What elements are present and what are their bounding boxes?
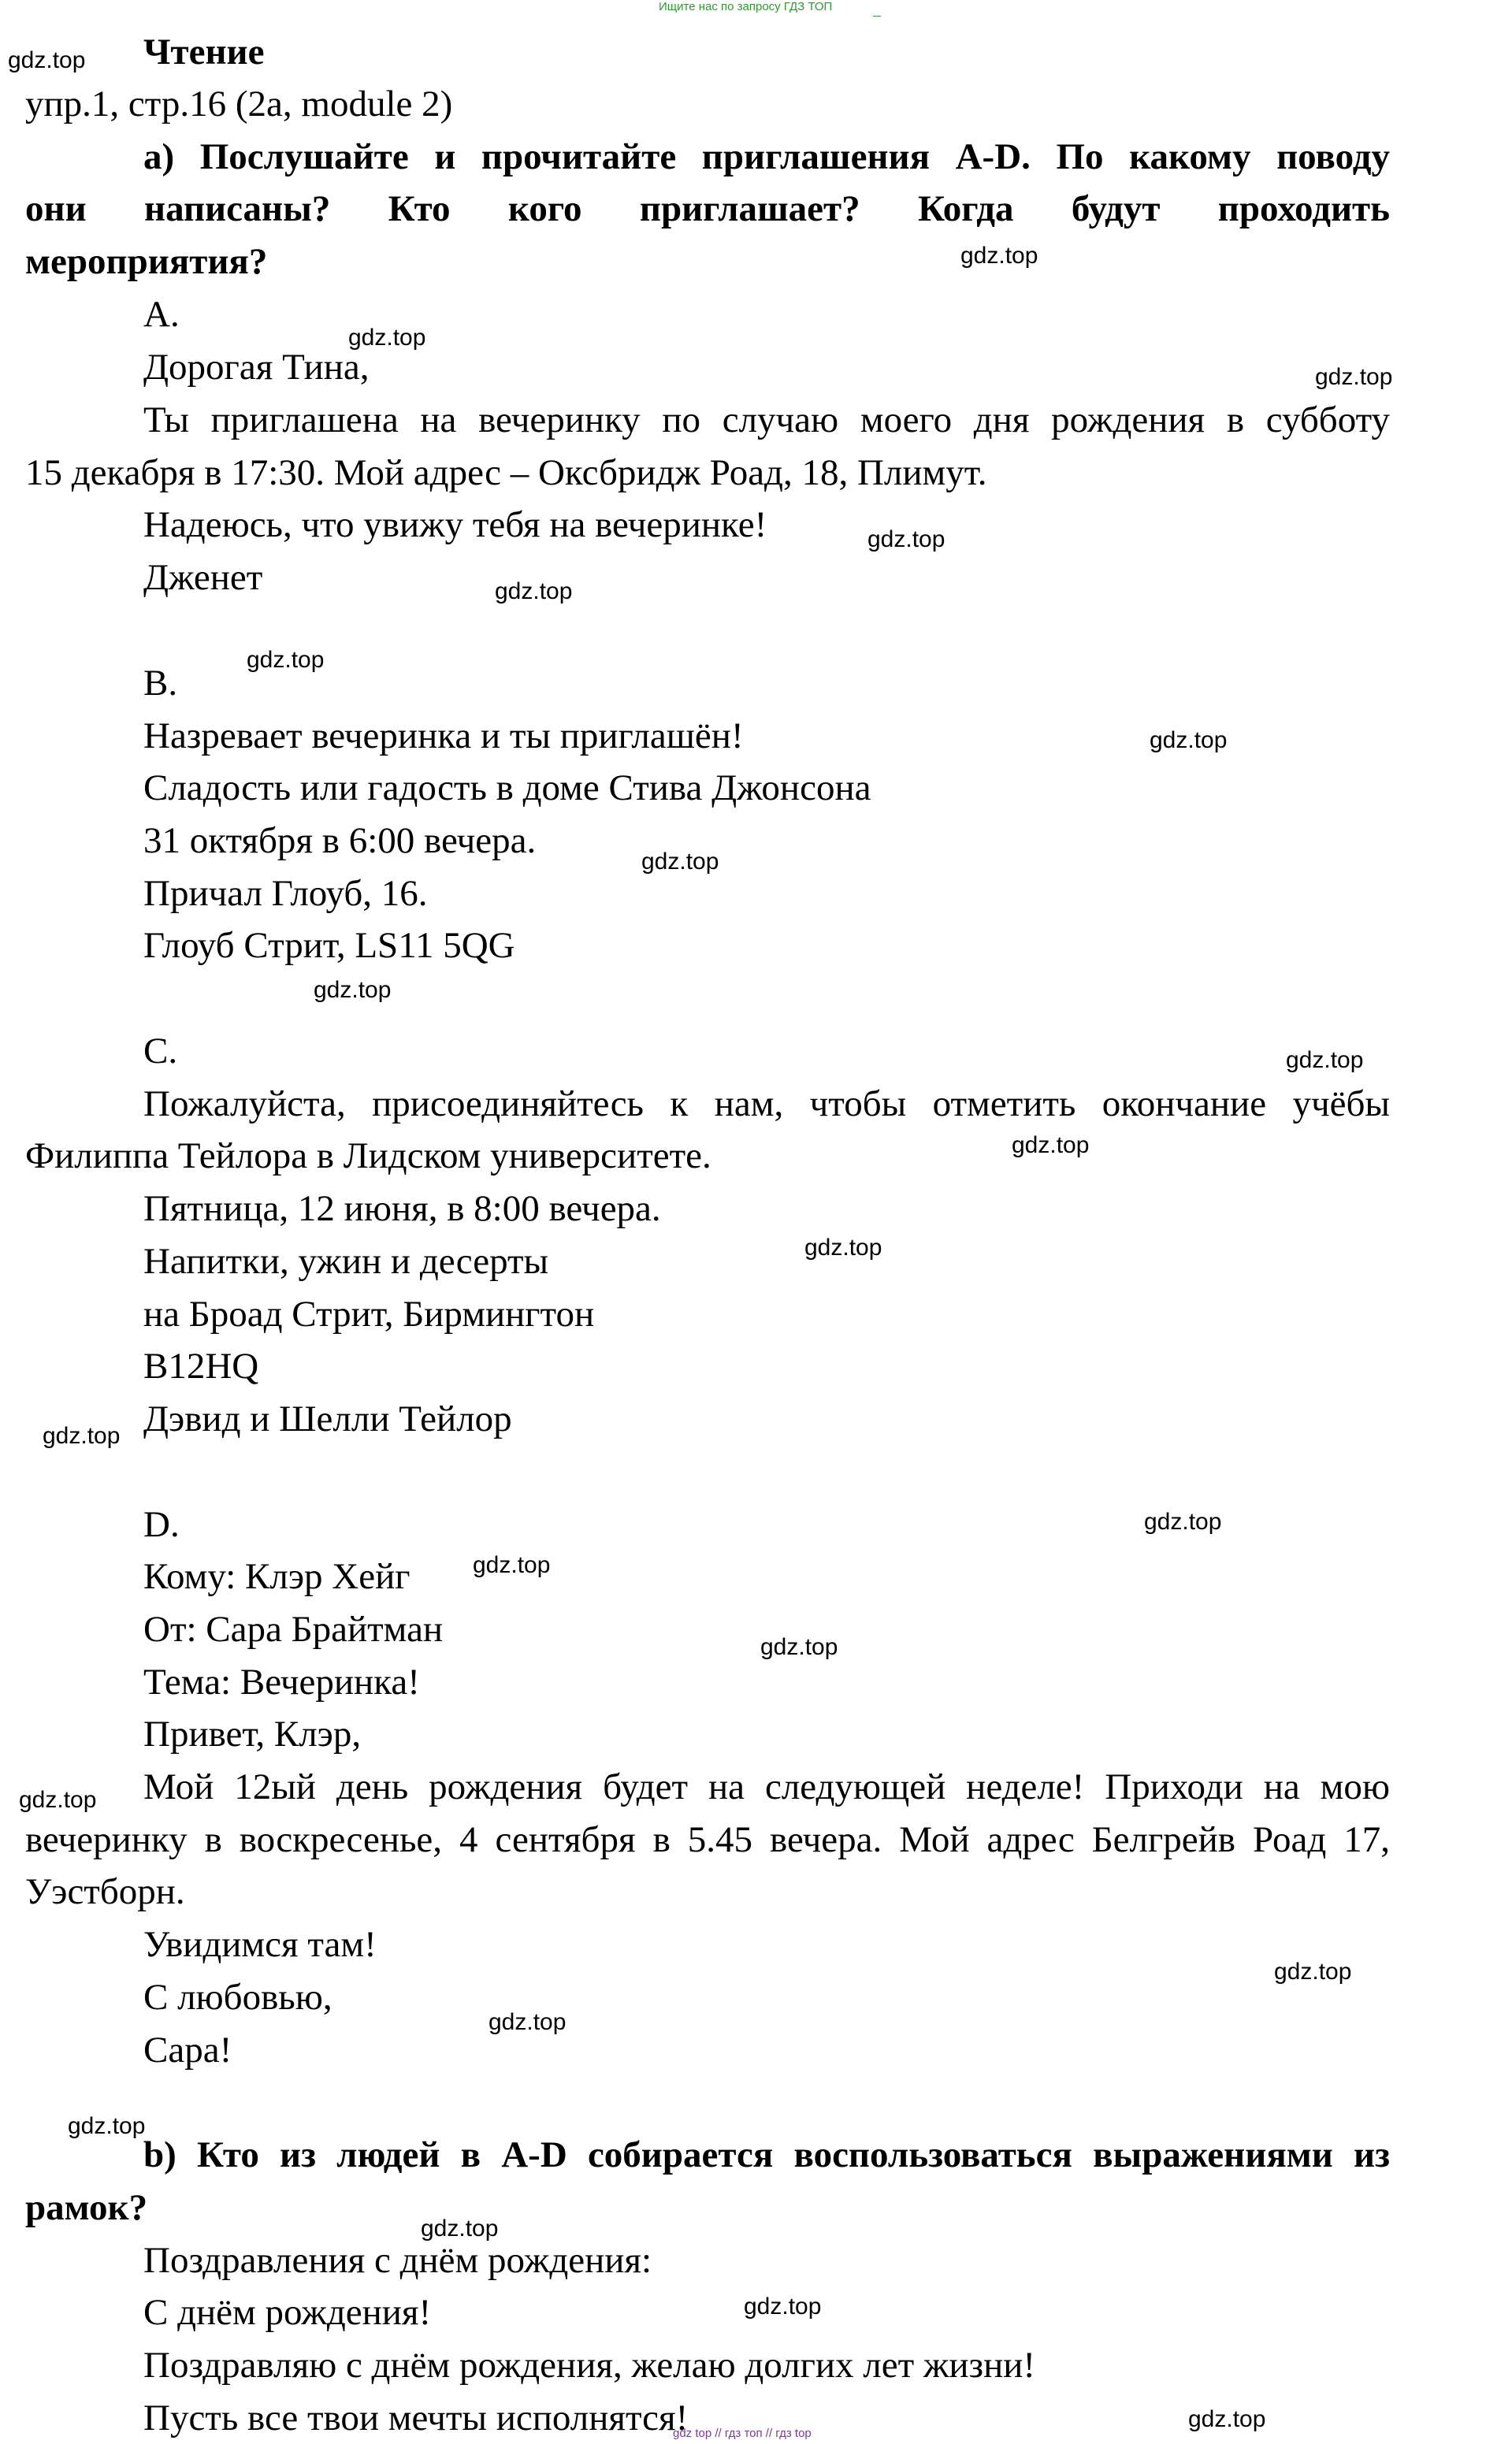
- watermark: gdz.top: [1012, 1132, 1090, 1158]
- watermark: gdz.top: [8, 47, 86, 73]
- task-b-line-1: b) Кто из людей в A-D собирается воспользоваться выражениями из: [143, 2134, 1390, 2175]
- invitation-d-subject: Тема: Вечеринка!: [143, 1662, 420, 1703]
- watermark: gdz.top: [247, 647, 325, 673]
- invitation-d-greeting: Привет, Клэр,: [143, 1714, 362, 1755]
- phrase-3: Пусть все твои мечты исполнятся!: [143, 2398, 689, 2438]
- invitation-c-address: на Броад Стрит, Бирмингтон: [143, 1294, 595, 1335]
- watermark: gdz.top: [19, 1787, 97, 1813]
- phrase-2: Поздравляю с днём рождения, желаю долгих лет жизни!: [143, 2345, 1036, 2386]
- watermark: gdz.top: [495, 578, 573, 604]
- invitation-d-body-1: Мой 12ый день рождения будет на следующей неделе! Приходи на мою: [143, 1766, 1390, 1807]
- watermark: gdz.top: [804, 1235, 882, 1261]
- page-heading: Чтение: [143, 32, 265, 72]
- phrases-title: Поздравления с днём рождения:: [143, 2240, 652, 2281]
- invitation-b-line-2: Сладость или гадость в доме Стива Джонсона: [143, 767, 871, 808]
- watermark: gdz.top: [43, 1423, 121, 1449]
- invitation-c-body-1: Пожалуйста, присоединяйтесь к нам, чтобы отметить окончание учёбы: [143, 1083, 1390, 1124]
- watermark: gdz.top: [314, 977, 392, 1003]
- invitation-d-from: От: Сара Брайтман: [143, 1609, 444, 1650]
- watermark: gdz.top: [1315, 364, 1393, 390]
- watermark: gdz.top: [744, 2294, 822, 2320]
- invitation-b-line-1: Назревает вечеринка и ты приглашён!: [143, 715, 744, 756]
- watermark: gdz.top: [1188, 2406, 1266, 2432]
- watermark: gdz.top: [960, 243, 1038, 269]
- invitation-c-menu: Напитки, ужин и десерты: [143, 1241, 549, 1282]
- invitation-b-line-3: 31 октября в 6:00 вечера.: [143, 820, 537, 861]
- watermark: gdz.top: [473, 1552, 551, 1578]
- invitation-b-line-5: Глоуб Стрит, LS11 5QG: [143, 925, 515, 966]
- watermark: gdz.top: [1150, 727, 1228, 753]
- watermark: gdz.top: [867, 526, 945, 552]
- task-b-line-2: рамок?: [25, 2187, 148, 2228]
- invitation-a-greeting: Дорогая Тина,: [143, 347, 370, 388]
- invitation-b-line-4: Причал Глоуб, 16.: [143, 873, 428, 914]
- invitation-c-body-2: Филиппа Тейлора в Лидском университете.: [25, 1135, 711, 1176]
- task-a-line-2: они написаны? Кто кого приглашает? Когда будут проходить: [25, 188, 1390, 229]
- watermark: gdz.top: [1286, 1047, 1364, 1073]
- invitation-c-postcode: B12HQ: [143, 1346, 259, 1387]
- invitation-a-body-2: 15 декабря в 17:30. Мой адрес – Оксбридж Роад, 18, Плимут.: [25, 452, 987, 493]
- invitation-d-love: С любовью,: [143, 1977, 332, 2018]
- invitation-d-label: D.: [143, 1504, 180, 1545]
- watermark: gdz.top: [1144, 1509, 1222, 1535]
- watermark: gdz.top: [489, 2009, 567, 2035]
- invitation-a-label: A.: [143, 294, 180, 335]
- invitation-d-body-2: вечеринку в воскресенье, 4 сентября в 5.45 вечера. Мой адрес Белгрейв Роад 17,: [25, 1819, 1390, 1860]
- phrase-1: С днём рождения!: [143, 2292, 432, 2333]
- invitation-c-date: Пятница, 12 июня, в 8:00 вечера.: [143, 1188, 661, 1229]
- bottom-banner[interactable]: gdz top // гдз топ // гдз top: [673, 2427, 812, 2440]
- banner-underline: [873, 16, 881, 17]
- invitation-a-hope: Надеюсь, что увижу тебя на вечеринке!: [143, 504, 767, 545]
- watermark: gdz.top: [1274, 1959, 1352, 1985]
- exercise-reference: упр.1, стр.16 (2a, module 2): [25, 84, 453, 124]
- invitation-b-label: B.: [143, 663, 178, 704]
- invitation-c-signature: Дэвид и Шелли Тейлор: [143, 1398, 512, 1439]
- invitation-a-body-1: Ты приглашена на вечеринку по случаю моего дня рождения в субботу: [143, 399, 1390, 440]
- watermark: gdz.top: [68, 2113, 146, 2139]
- invitation-d-signature: Сара!: [143, 2030, 232, 2071]
- task-a-line-1: a) Послушайте и прочитайте приглашения A-D. По какому поводу: [143, 136, 1390, 177]
- invitation-d-to: Кому: Клэр Хейг: [143, 1556, 411, 1597]
- invitation-a-signature: Дженет: [143, 557, 263, 598]
- watermark: gdz.top: [641, 849, 719, 875]
- invitation-c-label: C.: [143, 1031, 178, 1072]
- task-a-line-3: мероприятия?: [25, 241, 268, 282]
- invitation-d-body-3: Уэстборн.: [25, 1871, 185, 1912]
- top-search-banner[interactable]: Ищите нас по запросу ГДЗ ТОП: [659, 0, 833, 13]
- watermark: gdz.top: [421, 2216, 499, 2242]
- invitation-d-see-you: Увидимся там!: [143, 1924, 377, 1965]
- watermark: gdz.top: [348, 325, 426, 351]
- watermark: gdz.top: [760, 1634, 838, 1660]
